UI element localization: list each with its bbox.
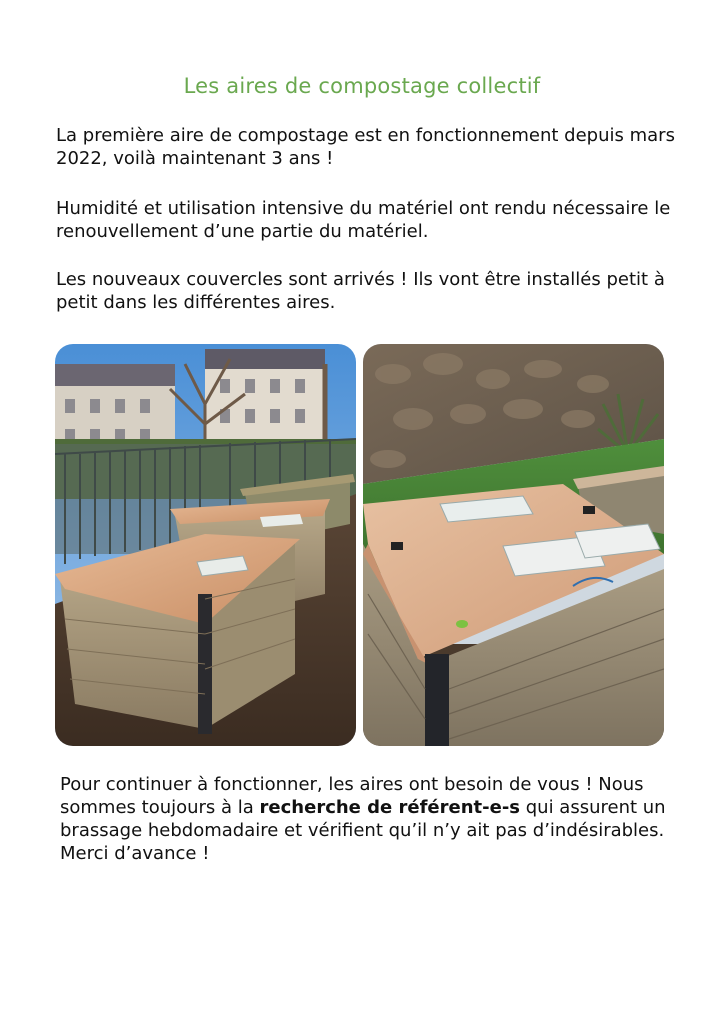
page-title: Les aires de compostage collectif bbox=[183, 74, 541, 98]
paragraph-new-lids: Les nouveaux couvercles sont arrivés ! Ils vont être installés petit à petit dans les différentes aires. bbox=[56, 269, 665, 313]
photo-compost-bins-fence bbox=[55, 344, 356, 746]
call-text-end: qui assurent un brassage hebdomadaire et vérifient qu’il n’y ait pas d’indésirables. Merci d’avance ! bbox=[60, 797, 666, 864]
call-text-emphasis: recherche de référent-e-s bbox=[259, 797, 521, 818]
paragraph-call-for-volunteers bbox=[60, 773, 680, 865]
paragraph-renewal: Humidité et utilisation intensive du matériel ont rendu nécessaire le renouvellement d’une partie du matériel. bbox=[56, 198, 671, 242]
photo-right-illustration bbox=[363, 344, 664, 746]
photo-compost-bin-stone-wall bbox=[363, 344, 664, 746]
photo-left-illustration bbox=[55, 344, 356, 746]
paragraph-intro: La première aire de compostage est en fonctionnement depuis mars 2022, voilà maintenant 3 ans ! bbox=[56, 125, 675, 169]
call-text-start: Pour continuer à fonctionner, les aires ont besoin de vous ! Nous sommes toujours à la bbox=[60, 774, 644, 818]
